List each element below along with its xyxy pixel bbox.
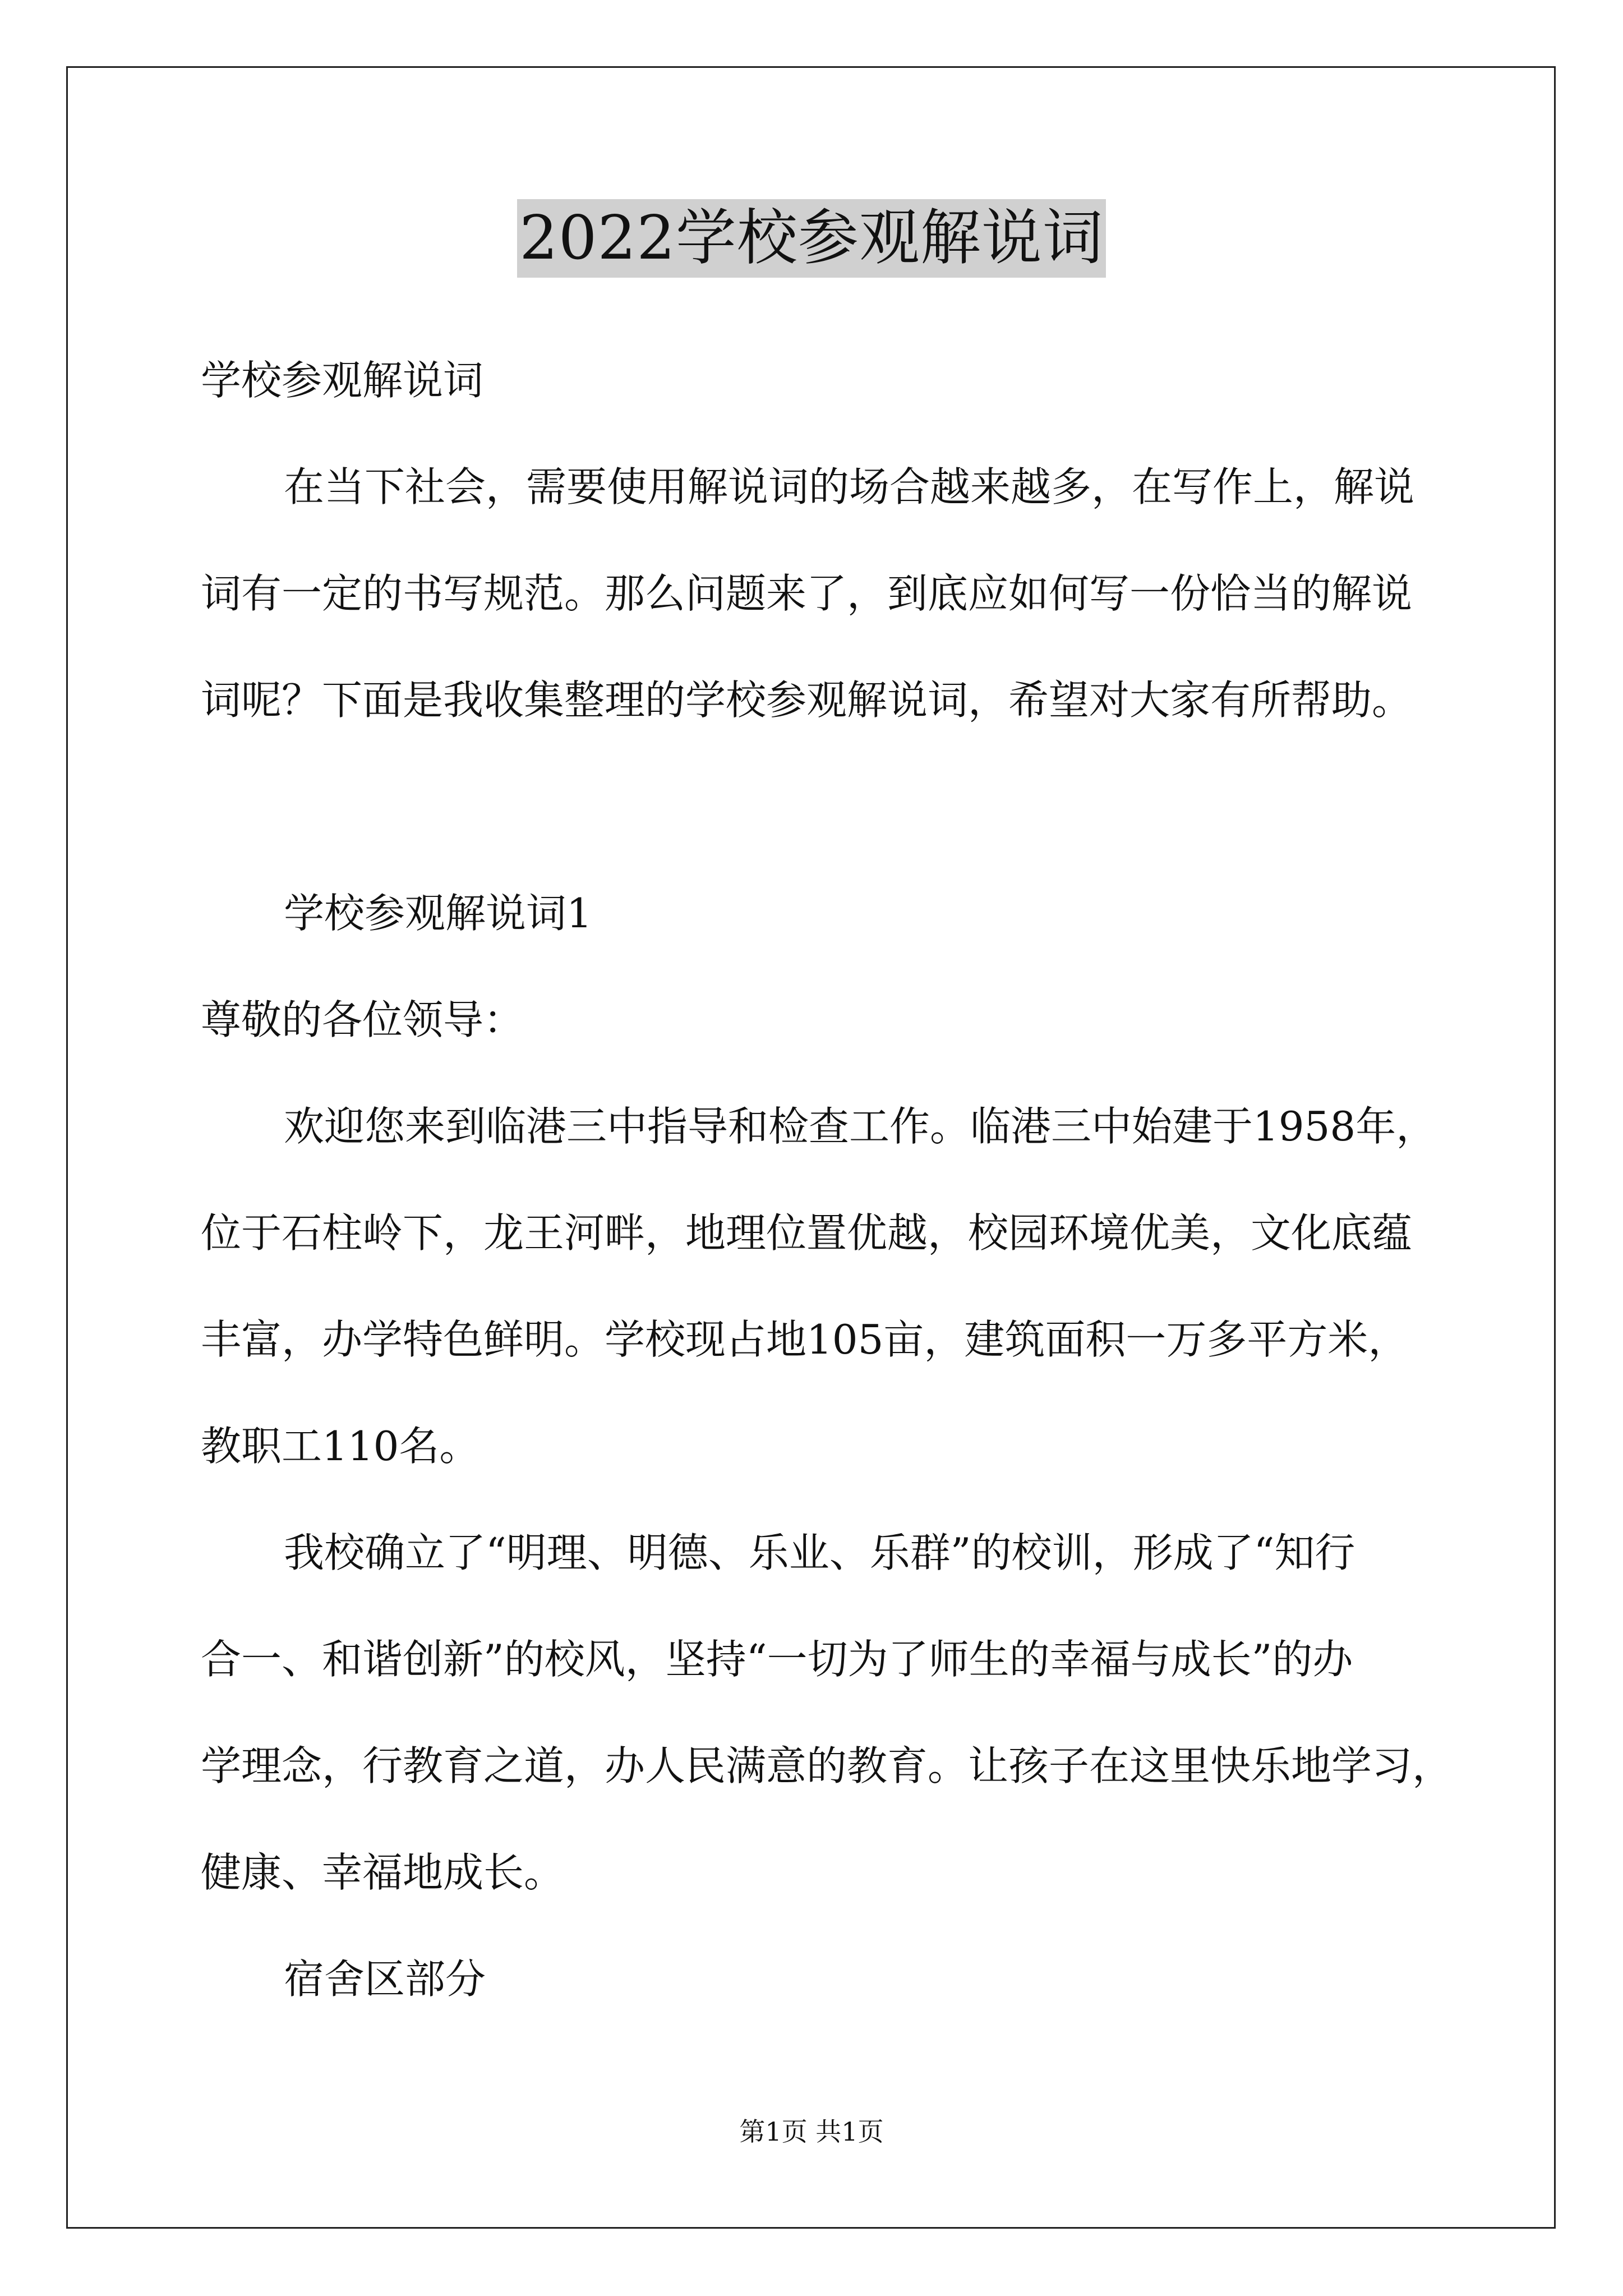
motto-line-4: 健康、幸福地成长。 (201, 1849, 565, 1896)
welcome-line-3: 丰富，办学特色鲜明。学校现占地105亩，建筑面积一万多平方米， (201, 1316, 1409, 1363)
motto-line-2: 合一、和谐创新”的校风，坚持“一切为了师生的幸福与成长”的办 (201, 1636, 1353, 1683)
section-heading: 学校参观解说词1 (284, 890, 592, 937)
intro-line-1: 在当下社会，需要使用解说词的场合越来越多，在写作上，解说 (284, 463, 1415, 510)
motto-line-1: 我校确立了“明理、明德、乐业、乐群”的校训，形成了“知行 (284, 1529, 1355, 1576)
dormitory-heading: 宿舍区部分 (284, 1955, 486, 2003)
welcome-line-2: 位于石柱岭下，龙王河畔，地理位置优越，校园环境优美，文化底蕴 (201, 1209, 1413, 1257)
welcome-line-4: 教职工110名。 (201, 1423, 480, 1470)
salutation-line: 尊敬的各位领导： (201, 996, 524, 1043)
intro-line-3: 词呢？下面是我收集整理的学校参观解说词，希望对大家有所帮助。 (201, 677, 1413, 724)
motto-line-3: 学理念，行教育之道，办人民满意的教育。让孩子在这里快乐地学习， (201, 1742, 1453, 1789)
document-title: 2022学校参观解说词 (517, 199, 1106, 278)
page-footer: 第1页 共1页 (739, 2116, 884, 2147)
subtitle-line: 学校参观解说词 (201, 357, 484, 404)
title-container (0, 199, 1623, 278)
welcome-line-1: 欢迎您来到临港三中指导和检查工作。临港三中始建于1958年， (284, 1103, 1437, 1150)
intro-line-2: 词有一定的书写规范。那么问题来了，到底应如何写一份恰当的解说 (201, 570, 1413, 617)
